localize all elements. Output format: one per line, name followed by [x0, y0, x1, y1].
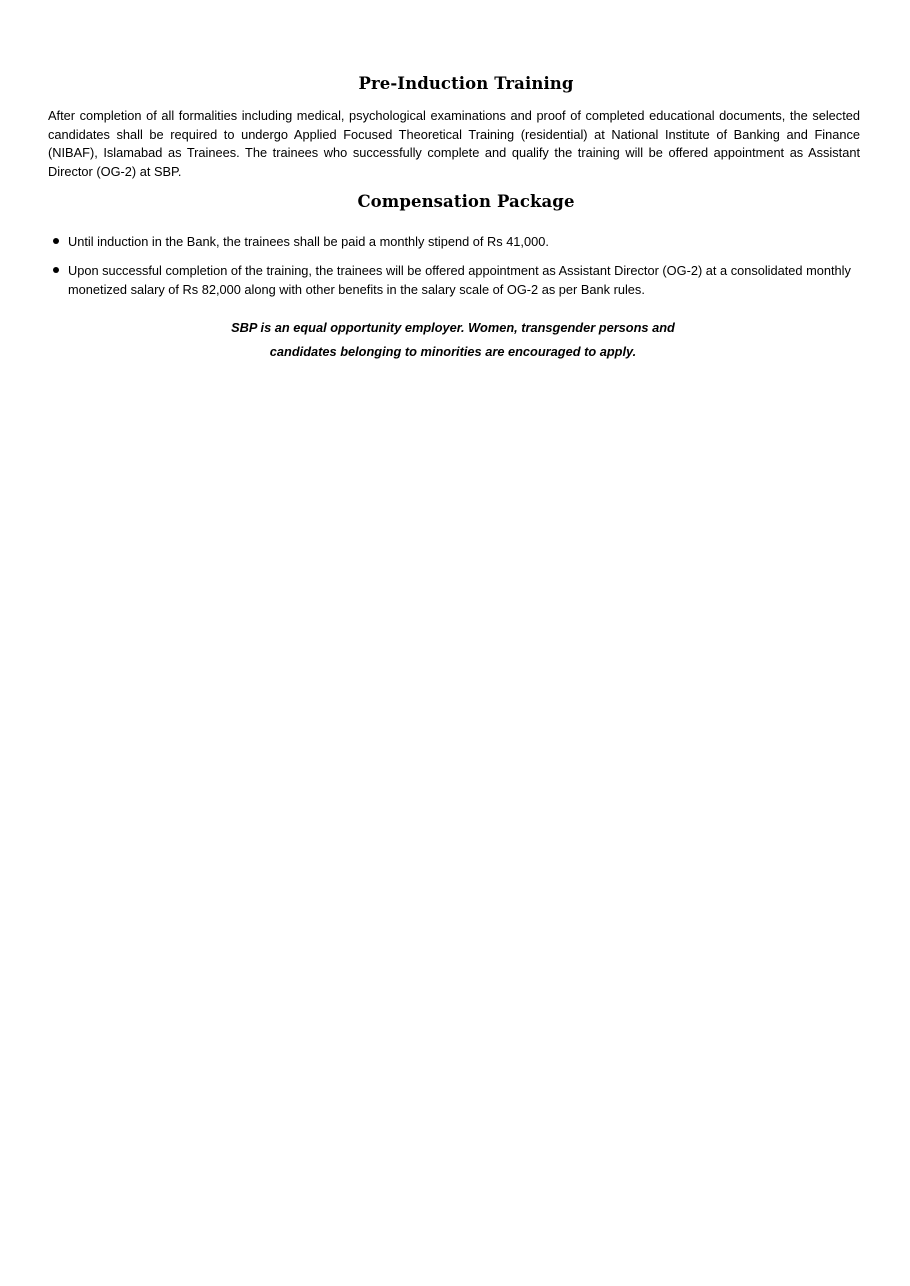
equal-opportunity-line-2: candidates belonging to minorities are encouraged to apply. — [269, 344, 637, 359]
list-item — [0, 261, 870, 299]
compensation-package-heading: Compensation Package — [357, 192, 575, 211]
bullet-icon — [53, 267, 59, 273]
equal-opportunity-statement — [0, 316, 906, 364]
salary-text: Upon successful completion of the training, the trainees will be offered appointment as Assistant Director (OG-2) at a consolidated monthly monetized salary of Rs 82,000 along with other benefits in the salary scale of OG-2 as per Bank rules. — [68, 263, 851, 297]
compensation-bullet-list — [0, 232, 910, 309]
bullet-icon — [53, 238, 59, 244]
stipend-text: Until induction in the Bank, the trainees shall be paid a monthly stipend of Rs 41,000. — [68, 234, 549, 249]
pre-induction-training-paragraph: After completion of all formalities including medical, psychological examinations and proof of completed educational documents, the selected candidates shall be required to undergo Applied Focused Theoretical Training (residential) at National Institute of Banking and Finance (NIBAF), Islamabad as Trainees. The trainees who successfully complete and qualify the training will be offered appointment as Assistant Director (OG-2) at SBP. — [48, 108, 860, 179]
equal-opportunity-line-1: SBP is an equal opportunity employer. Women, transgender persons and — [231, 320, 675, 335]
pre-induction-training-heading: Pre-Induction Training — [358, 74, 574, 93]
list-item — [0, 232, 870, 251]
